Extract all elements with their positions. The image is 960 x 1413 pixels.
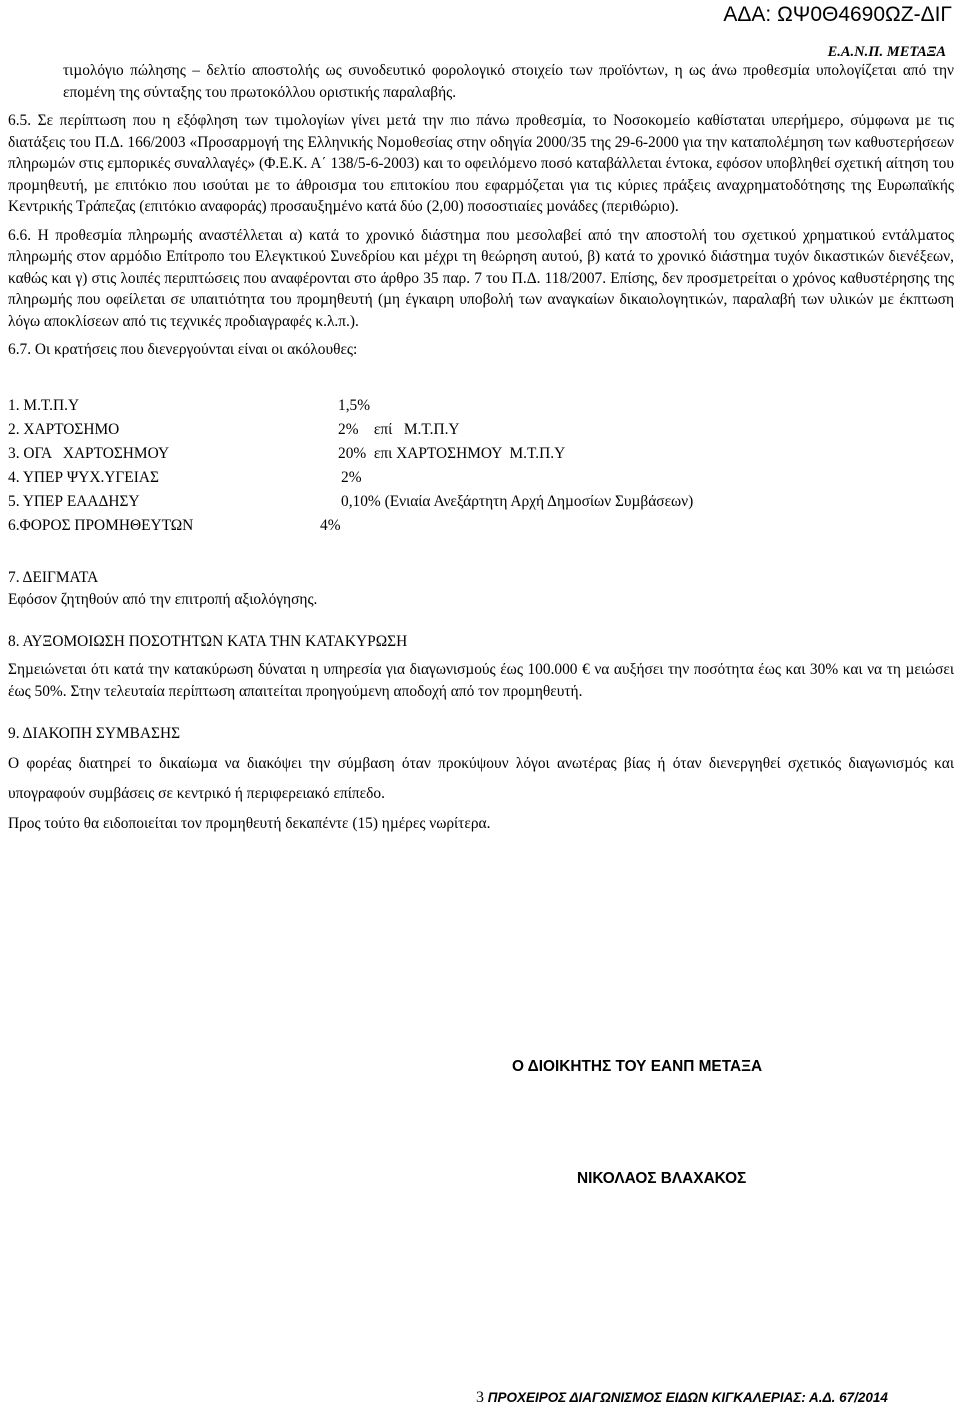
- page-number: 3: [476, 1389, 484, 1406]
- deduction-row: [8, 443, 954, 467]
- section-9-text-2: Προς τούτο θα ειδοποιείται τον προµηθευτή δεκαπέντε (15) ηµέρες νωρίτερα.: [8, 814, 491, 832]
- section-8: [8, 631, 954, 703]
- deduction-row: [8, 515, 954, 539]
- deduction-value: 0,10% (Ενιαία Ανεξάρτητη Αρχή Δηµοσίων Συµβάσεων): [341, 492, 694, 510]
- deduction-value: 20% επι ΧΑΡΤΟΣΗΜΟΥ Μ.Τ.Π.Υ: [338, 444, 566, 462]
- deduction-row: [8, 467, 954, 491]
- deduction-name: 3. ΟΓΑ ΧΑΡΤΟΣΗΜΟΥ: [8, 444, 170, 462]
- deduction-row: [8, 395, 954, 419]
- deduction-value: 1,5%: [338, 396, 371, 414]
- footer-text: ΠΡΟΧΕΙΡΟΣ ΔΙΑΓΩΝΙΣΜΟΣ ΕΙΔΩΝ ΚΙΓΚΑΛΕΡΙΑΣ: Α.Δ. 67/2014: [487, 1390, 888, 1405]
- section-7: [8, 567, 954, 611]
- section-9-text-1: Ο φορέας διατηρεί το δικαίωµα να διακόψει την σύµβαση όταν προκύψουν λόγοι ανωτέρας βίας ή όταν διενεργηθεί σχετικός διαγωνισµός και υπογραφούν συµβάσεις σε κεντρικό ή περιφερειακό επίπεδο.: [8, 754, 954, 802]
- paragraph-intro: τιµολόγιο πώλησης – δελτίο αποστολής ως συνοδευτικό φορολογικό στοιχείο των προϊόντων, η ως άνω προθεσµία υπολογίζεται από την εποµένη της σύνταξης του πρωτοκόλλου οριστικής παραλαβής.: [63, 62, 954, 101]
- document-body: [8, 60, 954, 839]
- deduction-value: 2%: [341, 468, 362, 486]
- paragraph-6-7: 6.7. Οι κρατήσεις που διενεργούνται είναι οι ακόλουθες:: [8, 341, 358, 358]
- deductions-list: [8, 395, 954, 539]
- section-7-text: Εφόσον ζητηθούν από την επιτροπή αξιολόγησης.: [8, 590, 318, 608]
- signature-title: Ο ΔΙΟΙΚΗΤΗΣ ΤΟΥ ΕΑΝΠ ΜΕΤΑΞΑ: [512, 1058, 763, 1075]
- deduction-name: 2. ΧΑΡΤΟΣΗΜΟ: [8, 420, 120, 438]
- deduction-name: 6.ΦΟΡΟΣ ΠΡΟΜΗΘΕΥΤΩΝ: [8, 516, 194, 534]
- section-8-title: 8. ΑΥΞΟΜΟΙΩΣΗ ΠΟΣΟΤΗΤΩΝ ΚΑΤΑ ΤΗΝ ΚΑΤΑΚΥΡΩΣΗ: [8, 632, 408, 650]
- section-9: [8, 723, 954, 839]
- deduction-name: 5. ΥΠΕΡ ΕΑΑΔΗΣΥ: [8, 492, 140, 510]
- deduction-value: 2% επί Μ.Τ.Π.Υ: [338, 420, 460, 438]
- signature-name: ΝΙΚΟΛΑΟΣ ΒΛΑΧΑΚΟΣ: [577, 1170, 747, 1187]
- section-7-title: 7. ΔΕΙΓΜΑΤΑ: [8, 568, 99, 586]
- section-8-text: Σηµειώνεται ότι κατά την κατακύρωση δύναται η υπηρεσία για διαγωνισµούς έως 100.000 € να αυξήσει την ποσότητα έως και 30% και να τη µειώσει έως 50%. Στην τελευταία περίπτωση απαιτείται προηγούµενη αποδοχή από τον προµηθευτή.: [8, 660, 954, 700]
- section-9-title: 9. ΔΙΑΚΟΠΗ ΣΥΜΒΑΣΗΣ: [8, 724, 181, 742]
- deduction-name: 4. ΥΠΕΡ ΨΥΧ.ΥΓΕΙΑΣ: [8, 468, 159, 486]
- deduction-row: [8, 419, 954, 443]
- paragraph-6-6: 6.6. Η προθεσµία πληρωµής αναστέλλεται α) κατά το χρονικό διάστηµα που µεσολαβεί από την αποστολή του σχετικού χρηµατικού εντάλµατος πληρωµής στον αρµόδιο Επίτροπο του Ελεγκτικού Συνεδρίου και µέχρι τη θεώρηση αυτού, β) κατά το χρονικό διάστηµα τυχόν δικαστικών διενέξεων, καθώς και γ) στις λοιπές περιπτώσεις που αναφέρονται στο άρθρο 35 παρ. 7 του Π.Δ. 118/2007. Επίσης, δεν προσµετρείται ο χρόνος καθυστέρησης της πληρωµής που οφείλεται σε υπαιτιότητα του προµηθευτή (µη έγκαιρη υποβολή των αναγκαίων δικαιολογητικών, παραλαβή των υλικών µε έκπτωση λόγω αποκλίσεων από τις τεχνικές προδιαγραφές κ.λ.π.).: [8, 226, 954, 330]
- page-header: Ε.Α.Ν.Π. ΜΕΤΑΞΑ: [827, 44, 946, 60]
- deduction-name: 1. Μ.Τ.Π.Υ: [8, 396, 80, 414]
- deduction-value: 4%: [320, 516, 341, 534]
- deduction-row: [8, 491, 954, 515]
- ada-code: ΑΔΑ: ΩΨ0Θ4690ΩΖ-ΔΙΓ: [723, 3, 952, 26]
- paragraph-6-5: 6.5. Σε περίπτωση που η εξόφληση των τιµολογίων γίνει µετά την πιο πάνω προθεσµία, το Νοσοκοµείο καθίσταται υπερήµερο, σύµφωνα µε τις διατάξεις του Π.Δ. 166/2003 «Προσαρµογή της Ελληνικής Νοµοθεσίας στην οδηγία 2000/35 της 29-6-2000 για την καταπολέµηση των καθυστερήσεων πληρωµών στις εµπορικές συναλλαγές» (Φ.Ε.Κ. Α΄ 138/5-6-2003) και το οφειλόµενο ποσό καταβάλλεται έντοκα, εφόσον υποβληθεί σχετική αίτηση του προµηθευτή, µε επιτόκιο που ισούται µε το άθροισµα του επιτοκίου που εφαρµόζεται για τις κύριες πράξεις αναχρηµατοδότησης της Ευρωπαϊκής Κεντρικής Τράπεζας (επιτόκιο αναφοράς) προσαυξηµένο κατά δύο (2,00) ποσοστιαίες µονάδες (περιθώριο).: [8, 112, 954, 215]
- page-footer: [476, 1389, 888, 1407]
